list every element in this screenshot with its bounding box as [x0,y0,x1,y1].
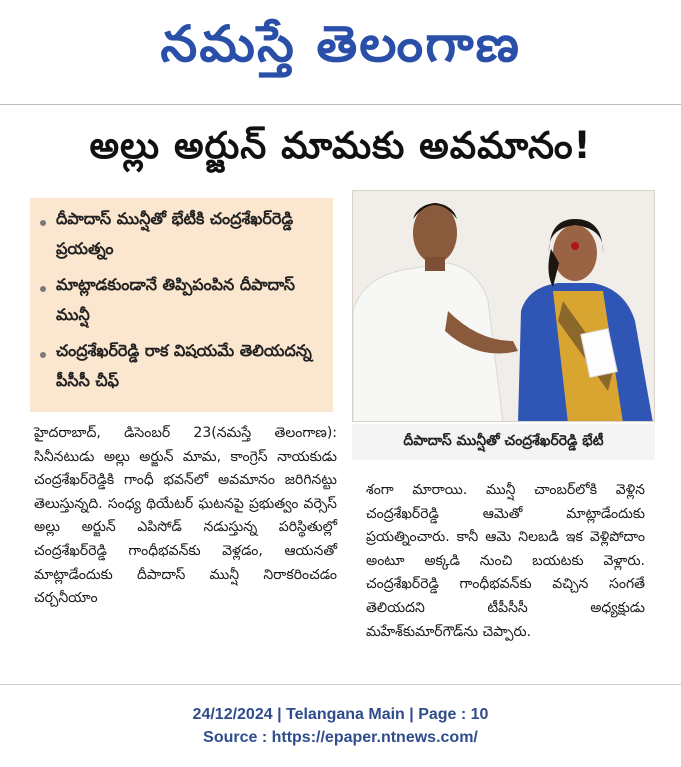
highlight-text: దీపాదాస్ మున్షీతో భేటీకి చంద్రశేఖర్‌రెడ్డి ప్రయత్నం [56,209,294,258]
masthead-divider [0,104,681,105]
highlight-item [40,204,323,264]
edition-info: 24/12/2024 | Telangana Main | Page : 10 [192,706,489,723]
bullet-icon [40,220,46,226]
article-headline: అల్లు అర్జున్ మామకు అవమానం! [89,124,592,167]
footer-divider [0,684,681,685]
photo-illustration [353,191,655,422]
highlights-box [30,198,333,412]
newspaper-logo-title: నమస్తే తెలంగాణ [160,14,521,73]
source-link[interactable]: Source : https://epaper.ntnews.com/ [203,729,478,746]
highlight-item [40,336,323,396]
article-body-right-column: శంగా మారాయి. మున్షీ చాంబర్‌లోకి వెళ్లిన చంద్రశేఖర్‌రెడ్డి ఆమెతో మాట్లాడేందుకు ప్రయత్నించారు. కానీ ఆమె నిలబడి ఇక వెళ్లిపోదాం అంటూ అక్కడి నుంచి బయటకు వెళ్లారు. చంద్రశేఖర్‌రెడ్డి గాంధీభవన్‌కు వచ్చిన సంగతే తెలియదని టీపీసీసీ అధ్యక్షుడు మహేశ్‌కుమార్‌గౌడ్‌ను చెప్పారు. [366,482,645,640]
bullet-icon [40,352,46,358]
highlight-text: మాట్లాడకుండానే తిప్పిపంపిన దీపాదాస్ మున్షీ [56,275,296,324]
highlight-text: చంద్రశేఖర్‌రెడ్డి రాక విషయమే తెలియదన్న పీసీసీ చీఫ్ [56,341,312,390]
bullet-icon [40,286,46,292]
masthead [0,0,681,100]
article-body-left-column: హైదరాబాద్, డిసెంబర్ 23(నమస్తే తెలంగాణ): సినీనటుడు అల్లు అర్జున్ మామ, కాంగ్రెస్ నాయకుడు చంద్రశేఖర్‌రెడ్డికి గాంధీ భవన్‌లో అవమానం జరిగినట్టు తెలుస్తున్నది. సంధ్య థియేటర్ ఘటనపై ప్రభుత్వం వర్సెస్ అల్లు అర్జున్ ఎపిసోడ్ నడుస్తున్న పరిస్థితుల్లో చంద్రశేఖర్‌రెడ్డి గాంధీభవన్‌కు వెళ్లడం, ఆయనతో మాట్లాడేందుకు దీపాదాస్ మున్షీ నిరాకరించడం చర్చనీయాం [34,425,337,607]
highlight-item [40,270,323,330]
photo-caption: దీపాదాస్ మున్షీతో చంద్రశేఖర్‌రెడ్డి భేటీ [352,424,655,460]
article-photo [352,190,655,422]
